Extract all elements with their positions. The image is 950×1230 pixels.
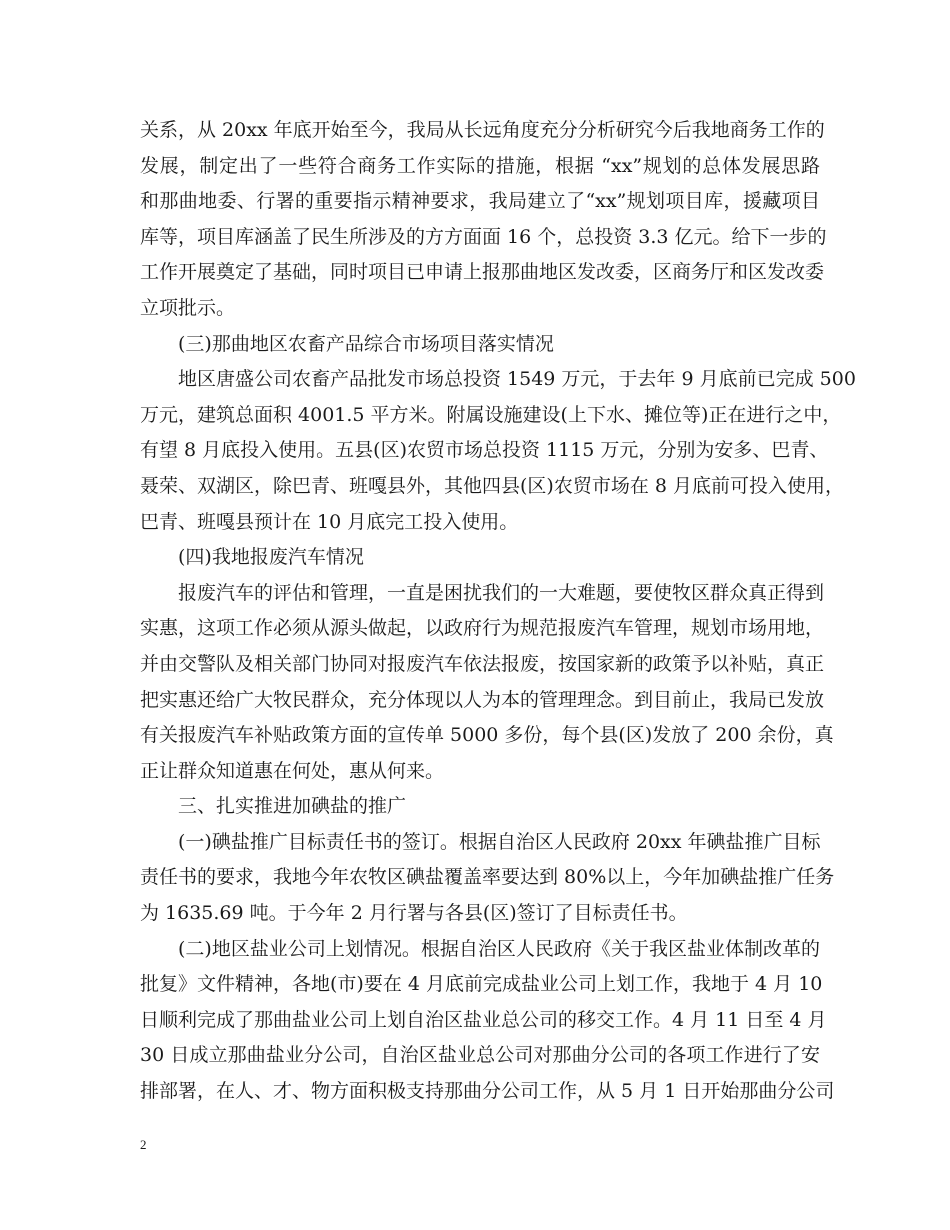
section-heading: 三、扎实推进加碘盐的推广	[178, 795, 407, 818]
body-line: 发展，制定出了一些符合商务工作实际的措施，根据 “xx”规划的总体发展思路	[140, 154, 820, 177]
body-line: 和那曲地委、行署的重要指示精神要求，我局建立了“xx”规划项目库，援藏项目	[140, 190, 820, 213]
body-line: 万元，建筑总面积 4001.5 平方米。附属设施建设(上下水、摊位等)正在进行之中，	[140, 403, 842, 426]
body-line: 日顺利完成了那曲盐业公司上划自治区盐业总公司的移交工作。4 月 11 日至 4 月	[140, 1008, 827, 1031]
body-line: 30 日成立那曲盐业分公司，自治区盐业总公司对那曲分公司的各项工作进行了安	[140, 1044, 820, 1067]
section-heading: (四)我地报废汽车情况	[178, 546, 364, 569]
body-line: 有关报废汽车补贴政策方面的宣传单 5000 多份，每个县(区)发放了 200 余份，真	[140, 724, 834, 747]
document-body	[140, 113, 856, 1110]
body-line: 报废汽车的评估和管理，一直是困扰我们的一大难题，要使牧区群众真正得到	[178, 581, 825, 604]
section-heading: (三)那曲地区农畜产品综合市场项目落实情况	[178, 332, 554, 355]
body-line: 关系，从 20xx 年底开始至今，我局从长远角度充分分析研究今后我地商务工作的	[140, 119, 825, 141]
page-number: 2	[140, 1137, 147, 1152]
body-line: 立项批示。	[140, 296, 236, 319]
body-line: 把实惠还给广大牧民群众，充分体现以人为本的管理理念。到目前止，我局已发放	[140, 688, 825, 711]
body-line: 库等，项目库涵盖了民生所涉及的方方面面 16 个，总投资 3.3 亿元。给下一步的	[140, 225, 827, 248]
body-line: 工作开展奠定了基础，同时项目已申请上报那曲地区发改委，区商务厅和区发改委	[140, 261, 825, 284]
body-line: 巴青、班嘎县预计在 10 月底完工投入使用。	[140, 510, 519, 533]
body-line: 责任书的要求，我地今年农牧区碘盐覆盖率要达到 80%以上，今年加碘盐推广任务	[140, 866, 835, 889]
body-line: 为 1635.69 吨。于今年 2 月行署与各县(区)签订了目标责任书。	[140, 902, 688, 925]
body-line: 并由交警队及相关部门协同对报废汽车依法报废，按国家新的政策予以补贴，真正	[140, 652, 825, 675]
body-line: 实惠，这项工作必须从源头做起，以政府行为规范报废汽车管理，规划市场用地，	[140, 617, 825, 640]
body-line: 聂荣、双湖区，除巴青、班嘎县外，其他四县(区)农贸市场在 8 月底前可投入使用，	[140, 474, 844, 497]
body-line: 正让群众知道惠在何处，惠从何来。	[140, 759, 445, 782]
body-line: 有望 8 月底投入使用。五县(区)农贸市场总投资 1115 万元，分别为安多、巴青、	[140, 439, 829, 462]
body-line: (一)碘盐推广目标责任书的签订。根据自治区人民政府 20xx 年碘盐推广目标	[178, 830, 821, 853]
body-line: (二)地区盐业公司上划情况。根据自治区人民政府《关于我区盐业体制改革的	[178, 937, 820, 960]
body-line: 批复》文件精神，各地(市)要在 4 月底前完成盐业公司上划工作，我地于 4 月 10	[140, 973, 823, 996]
body-line: 排部署，在人、才、物方面积极支持那曲分公司工作，从 5 月 1 日开始那曲分公司	[140, 1080, 835, 1103]
body-line: 地区唐盛公司农畜产品批发市场总投资 1549 万元，于去年 9 月底前已完成 500	[178, 368, 856, 391]
